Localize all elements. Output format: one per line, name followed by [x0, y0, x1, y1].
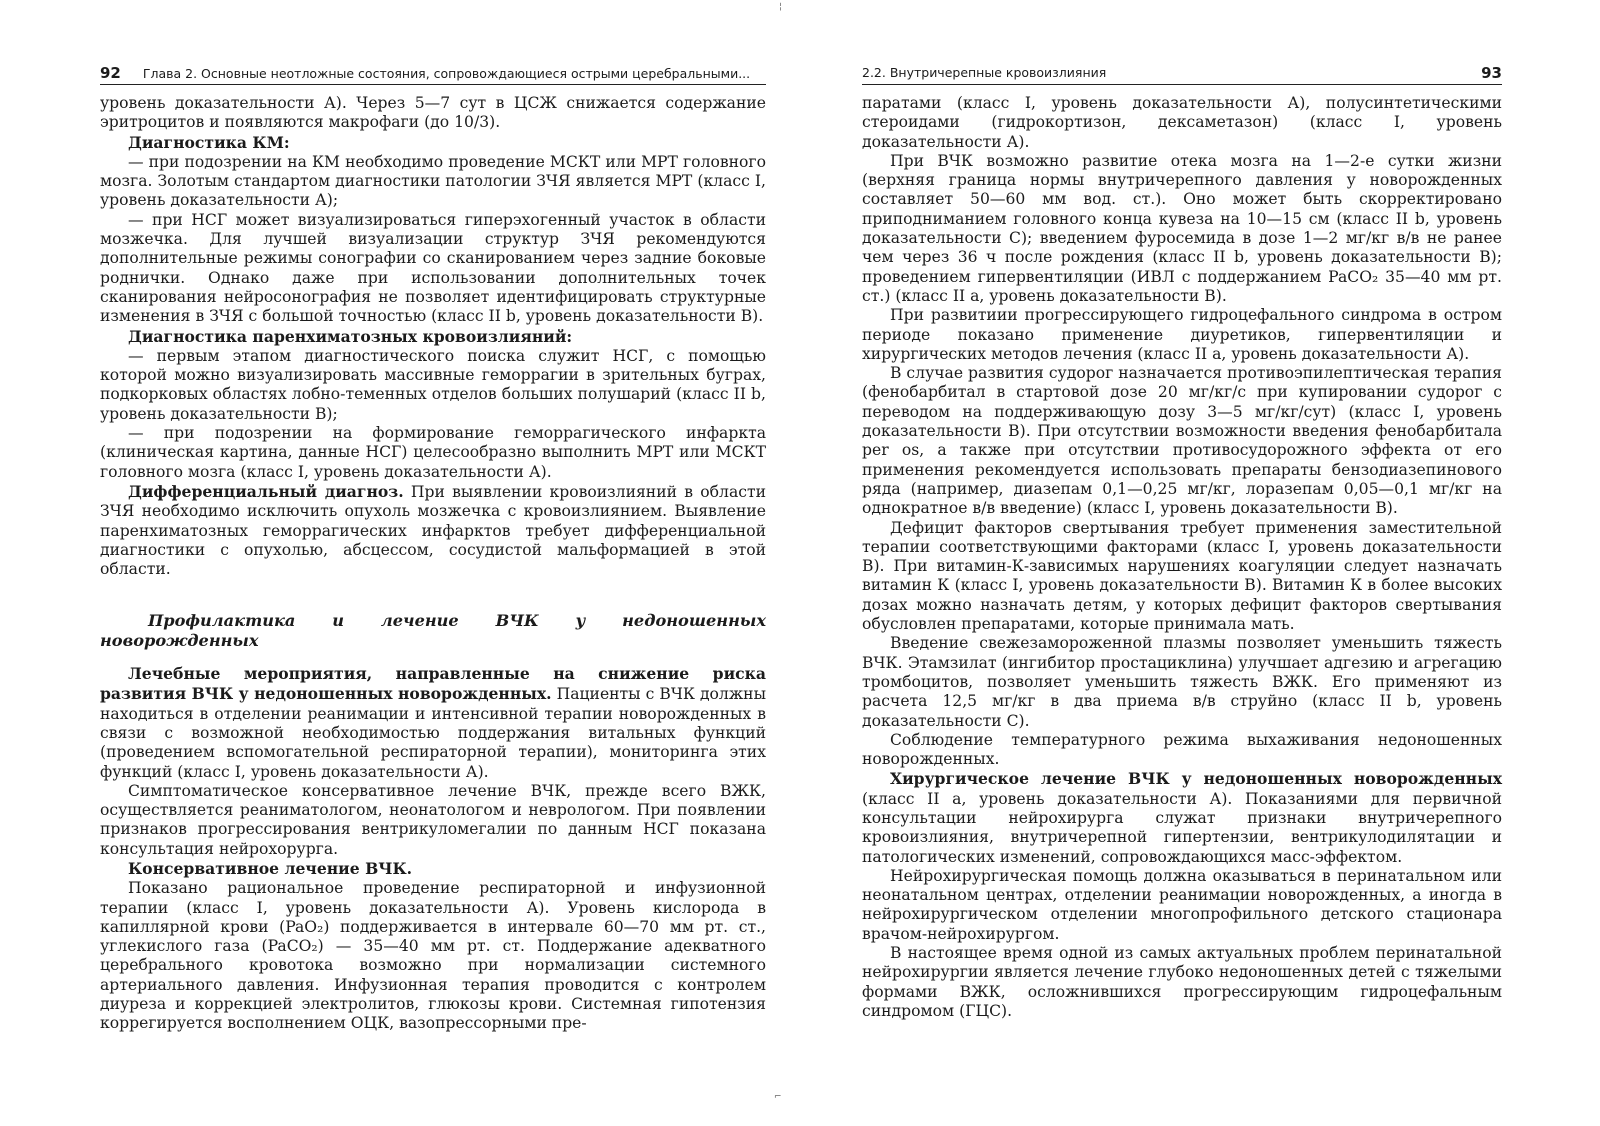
paragraph: паратами (класс I, уровень доказательности А), полусинтетическими стероидами (гидрокортизон, дексаметазон) (класс I, уровень доказательности А).	[862, 94, 1502, 151]
paragraph: При ВЧК возможно развитие отека мозга на 1—2-е сутки жизни (верхняя граница нормы внутричерепного давления у новорожденных составляет 50—60 мм вод. ст.). Оно может быть скорректировано приподниманием головного конца кувеза на 10—15 см (класс II b, уровень доказательности С); введением фуросемида в дозе 1—2 мг/кг в/в не ранее чем через 36 ч после рождения (класс II b, уровень доказательности В); проведением гипервентиляции (ИВЛ с поддержанием PaCO₂ 35—40 мм рт. ст.) (класс II а, уровень доказательности В).	[862, 151, 1502, 305]
paragraph: Введение свежезамороженной плазмы позволяет уменьшить тяжесть ВЧК. Этамзилат (ингибитор простациклина) улучшает адгезию и агрегацию тромбоцитов, позволяет уменьшить тяжесть ВЖК. Его применяют из расчета 12,5 мг/кг в два приема в/в струйно (класс II b, уровень доказательности С).	[862, 634, 1502, 730]
list-item: — при подозрении на формирование геморрагического инфаркта (клиническая картина, данные НСГ) целесообразно выполнить МРТ или МСКТ головного мозга (класс I, уровень доказательности А).	[100, 424, 766, 481]
section-title: Профилактика и лечение ВЧК у недоношенных новорожденных	[100, 611, 766, 650]
paragraph: Соблюдение температурного режима выхаживания недоношенных новорожденных.	[862, 730, 1502, 769]
paragraph: Показано рациональное проведение респираторной и инфузионной терапии (класс I, уровень доказательности А). Уровень кислорода в капиллярной крови (PaO₂) поддерживается в интервале 60—70 мм рт. ст., углекислого газа (PaCO₂) — 35—40 мм рт. ст. Поддержание адекватного церебрального кровотока возможно при нормализации системного артериального давления. Инфузионная терапия проводится с контролем диуреза и коррекцией электролитов, глюкозы крови. Системная гипотензия коррегируется восполнением ОЦК, вазопрессорными пре-	[100, 879, 766, 1033]
paragraph: В настоящее время одной из самых актуальных проблем перинатальной нейрохирургии является лечение глубоко недоношенных детей с тяжелыми формами ВЖК, осложнившихся прогрессирующим гидроцефальным синдромом (ГЦС).	[862, 944, 1502, 1020]
left-running-head	[100, 62, 766, 85]
paragraph: Нейрохирургическая помощь должна оказываться в перинатальном или неонатальном центрах, отделении реанимации новорожденных, а иногда в нейрохирургическом отделении многопрофильного детского стационара врачом-нейрохирургом.	[862, 866, 1502, 943]
paragraph: Симптоматическое консервативное лечение ВЧК, прежде всего ВЖК, осуществляется реаниматологом, неонатологом и неврологом. При появлении признаков прогрессирования вентрикуломегалии по данным НСГ показана консультация нейрохорурга.	[100, 781, 766, 858]
left-page-body	[100, 94, 766, 1034]
right-section-title: 2.2. Внутричерепные кровоизлияния	[862, 65, 1107, 80]
list-item: — при НСГ может визуализироваться гиперэхогенный участок в области мозжечка. Для лучшей визуализации структур ЗЧЯ рекомендуются дополнительные режимы сонографии со сканированием через задние боковые роднички. Однако даже при использовании дополнительных точек сканирования нейросонография не позволяет идентифицировать структурные изменения в ЗЧЯ с большой точностью (класс II b, уровень доказательности В).	[100, 210, 766, 326]
paragraph-surgical-treatment: Хирургическое лечение ВЧК у недоношенных новорожденных (класс II а, уровень доказательности А). Показаниями для первичной консультации нейрохирурга служат признаки внутричерепного кровоизлияния, внутричерепной гипертензии, вентрикулодилятации и патологических изменений, сопровождающихся масс-эффектом.	[862, 769, 1502, 866]
left-page-number: 92	[100, 64, 121, 82]
heading-parenchymal-diagnosis: Диагностика паренхиматозных кровоизлияний:	[128, 326, 573, 346]
right-page	[862, 0, 1502, 1126]
left-chapter-title: Глава 2. Основные неотложные состояния, сопровождающиеся острыми церебральными...	[142, 66, 751, 81]
right-page-number: 93	[1481, 64, 1502, 82]
paragraph: Дефицит факторов свертывания требует применения заместительной терапии соответствующими факторами (класс I, уровень доказательности В). При витамин-К-зависимых нарушениях коагуляции следует назначать витамин К (класс I, уровень доказательности В). Витамин К в более высоких дозах можно назначать детям, у которых дефицит факторов свертывания обусловлен препаратами, которые принимала мать.	[862, 518, 1502, 634]
right-running-head	[862, 62, 1502, 85]
paragraph-differential-diagnosis: Дифференциальный диагноз. При выявлении кровоизлияний в области ЗЧЯ необходимо исключить опухоль мозжечка с кровоизлиянием. Выявление паренхиматозных геморрагических инфарктов требует дифференциальной диагностики с опухолью, абсцессом, сосудистой мальформацией в этой области.	[100, 481, 767, 579]
left-page	[100, 0, 766, 1126]
list-item: — при подозрении на КМ необходимо проведение МСКТ или МРТ головного мозга. Золотым стандартом диагностики патологии ЗЧЯ является МРТ (класс I, уровень доказательности А);	[100, 152, 766, 210]
heading-km-diagnosis: Диагностика КМ:	[128, 132, 290, 152]
paragraph: При развитиии прогрессирующего гидроцефального синдрома в остром периоде показано применение диуретиков, гипервентиляции и хирургических методов лечения (класс II а, уровень доказательности А).	[862, 306, 1502, 363]
paragraph: уровень доказательности А). Через 5—7 сут в ЦСЖ снижается содержание эритроцитов и появляются макрофаги (до 10/3).	[100, 94, 766, 132]
gutter-mark-bottom: ⌐	[774, 1092, 782, 1102]
gutter-mark-top: ¦	[779, 2, 783, 12]
paragraph: В случае развития судорог назначается противоэпилептическая терапия (фенобарбитал в стартовой дозе 20 мг/кг/с при купировании судорог с переводом на поддерживающую дозу 3—5 мг/кг/сут) (класс I, уровень доказательности В). При отсутствии возможности введения фенобарбитала per os, а также при отсутствии противосудорожного эффекта от его применения рекомендуется использовать препараты бензодиазепинового ряда (например, диазепам 0,1—0,25 мг/кг, лоразепам 0,05—0,1 мг/кг на однократное в/в введение) (класс I, уровень доказательности В).	[862, 364, 1502, 518]
right-page-body	[862, 94, 1502, 1021]
list-item: — первым этапом диагностического поиска служит НСГ, с помощью которой можно визуализировать массивные геморрагии в зрительных буграх, подкорковых областях лобно-теменных отделов больших полушарий (класс II b, уровень доказательности В);	[100, 346, 766, 423]
paragraph-treatment-measures: Лечебные мероприятия, направленные на снижение риска развития ВЧК у недоношенных новорожденных. Пациенты с ВЧК должны находиться в отделении реанимации и интенсивной терапии новорожденных в связи с возможной необходимостью поддержания витальных функций (проведением вспомогательной респираторной терапии), мониторинга этих функций (класс I, уровень доказательности А).	[100, 664, 766, 781]
heading-conservative-treatment: Консервативное лечение ВЧК.	[128, 858, 413, 878]
